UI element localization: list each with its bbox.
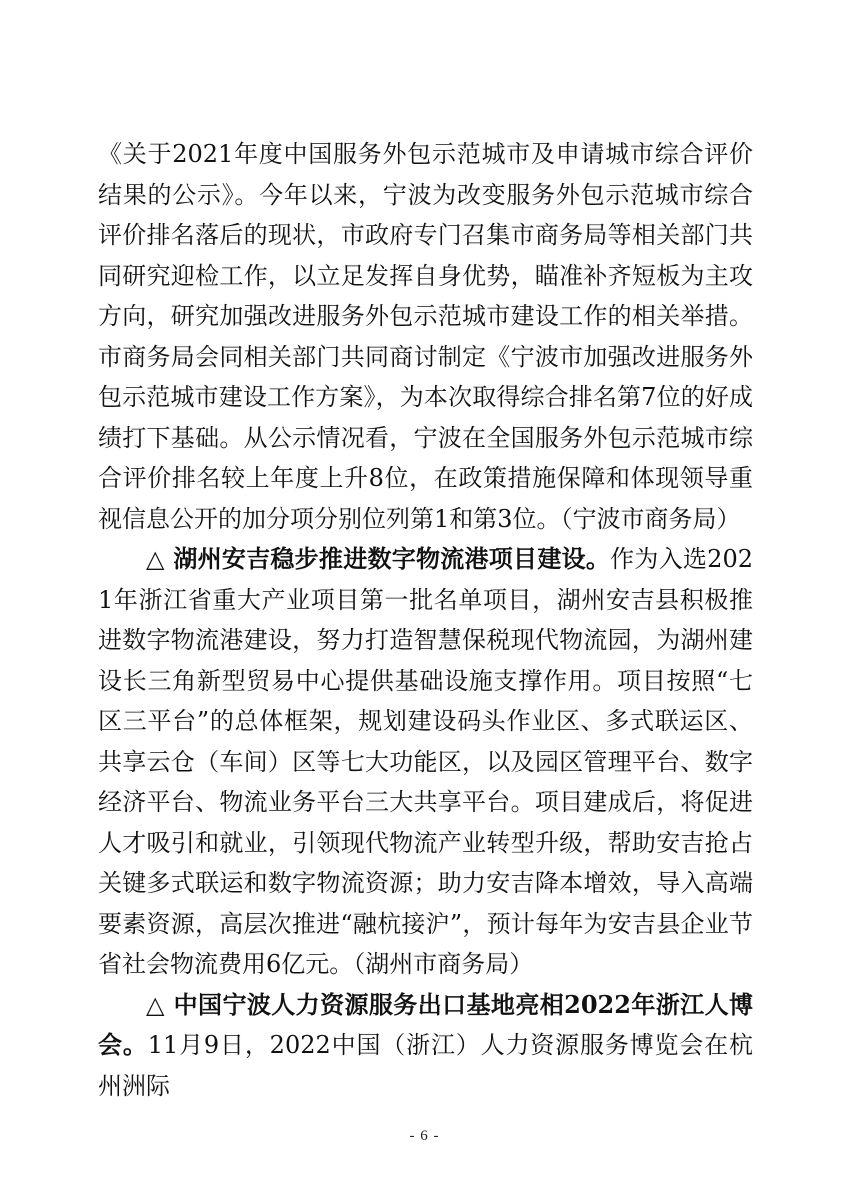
paragraph-ningbo-outsourcing [98,134,753,539]
paragraph-headline: △ 湖州安吉稳步推进数字物流港项目建设。 [146,544,611,573]
page-number: - 6 - [409,1128,440,1144]
document-body [98,134,753,1106]
paragraph-body-text: 作为入选2021年浙江省重大产业项目第一批名单项目，湖州安吉县积极推进数字物流港建设，努力打造智慧保税现代物流园，为湖州建设长三角新型贸易中心提供基础设施支撑作用。项目按照“七区三平台”的总体框架，规划建设码头作业区、多式联运区、共享云仓（车间）区等七大功能区，以及园区管理平台、数字经济平台、物流业务平台三大共享平台。项目建成后，将促进人才吸引和就业，引领现代物流产业转型升级，帮助安吉抢占关键多式联运和数字物流资源；助力安吉降本增效，导入高端要素资源，高层次推进“融杭接沪”，预计每年为安吉县企业节省社会物流费用6亿元。（湖州市商务局） [98,545,753,978]
paragraph-headline: △ 中国宁波人力资源服务出口基地亮相2022年浙江人博会。 [98,989,753,1059]
paragraph-huzhou-anji-logistics [98,539,753,985]
paragraph-ningbo-hr-export [98,985,753,1107]
paragraph-body-text: 11月9日，2022中国（浙江）人力资源服务博览会在杭州洲际 [98,1031,754,1100]
paragraph-body-text: 《关于2021年度中国服务外包示范城市及申请城市综合评价结果的公示》。今年以来，宁波为改变服务外包示范城市综合评价排名落后的现状，市政府专门召集市商务局等相关部门共同研究迎检工作，以立足发挥自身优势，瞄准补齐短板为主攻方向，研究加强改进服务外包示范城市建设工作的相关举措。市商务局会同相关部门共同商讨制定《宁波市加强改进服务外包示范城市建设工作方案》，为本次取得综合排名第7位的好成绩打下基础。从公示情况看，宁波在全国服务外包示范城市综合评价排名较上年度上升8位，在政策措施保障和体现领导重视信息公开的加分项分别位列第1和第3位。（宁波市商务局） [98,140,753,533]
